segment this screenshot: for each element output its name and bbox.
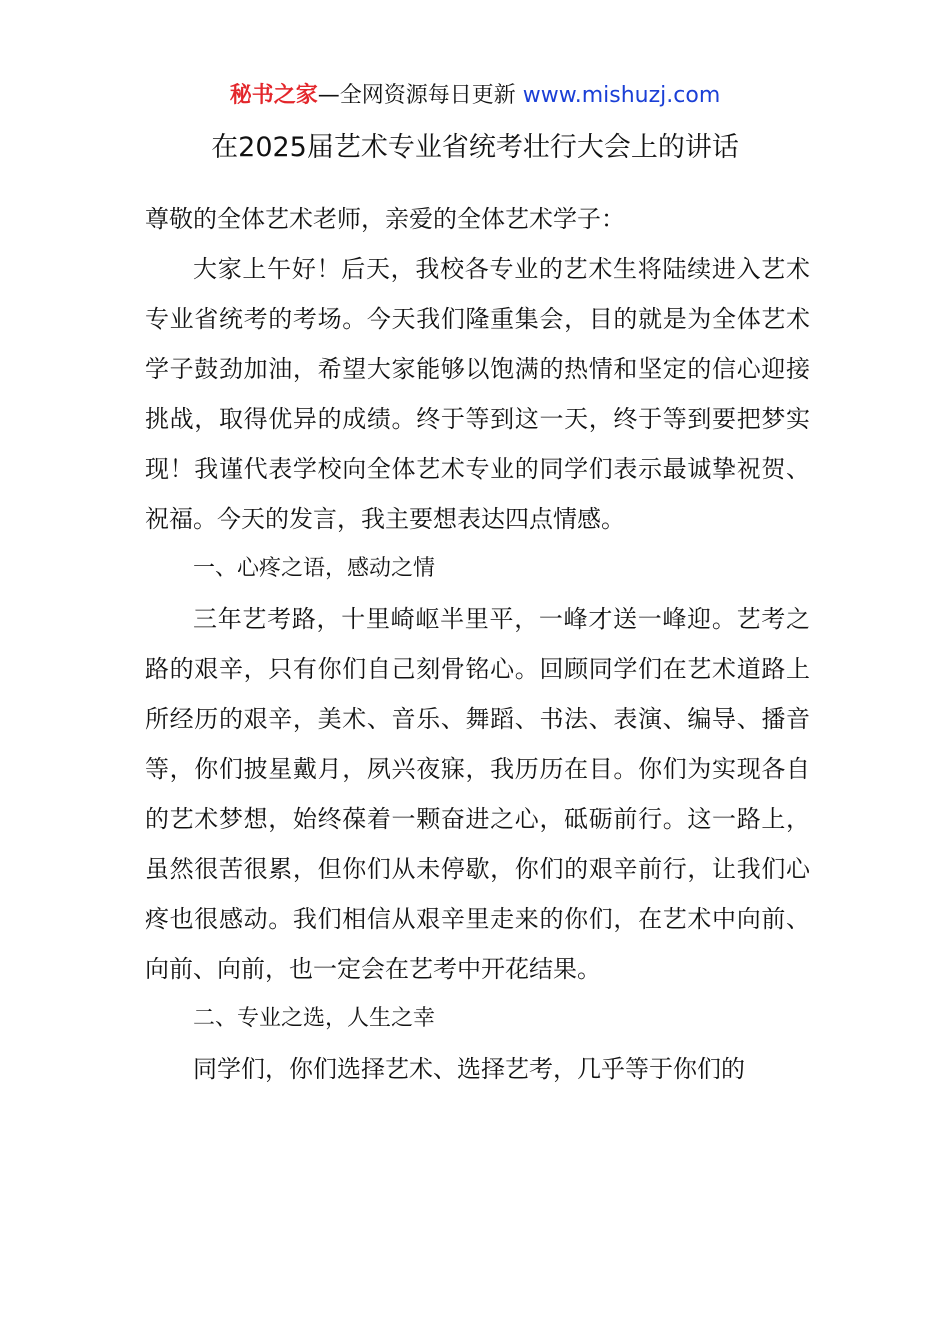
document-body: [145, 194, 810, 1094]
salutation: 尊敬的全体艺术老师，亲爱的全体艺术学子：: [145, 205, 625, 233]
paragraph: 同学们，你们选择艺术、选择艺考，几乎等于你们的: [193, 1055, 745, 1083]
section-heading: 一、心疼之语，感动之情: [193, 556, 436, 581]
document-title: 在2025届艺术专业省统考壮行大会上的讲话: [211, 132, 739, 163]
site-brand: 秘书之家: [229, 83, 318, 108]
site-header: [0, 80, 950, 112]
site-tagline: —全网资源每日更新: [317, 83, 516, 108]
section-heading: 二、专业之选，人生之幸: [193, 1006, 436, 1031]
site-url-link[interactable]: www.mishuzj.com: [522, 83, 721, 108]
paragraph: 大家上午好！后天，我校各专业的艺术生将陆续进入艺术专业省统考的考场。今天我们隆重集会，目的就是为全体艺术学子鼓劲加油，希望大家能够以饱满的热情和坚定的信心迎接挑战，取得优异的成绩。终于等到这一天，终于等到要把梦实现！我谨代表学校向全体艺术专业的同学们表示最诚挚祝贺、祝福。今天的发言，我主要想表达四点情感。: [145, 255, 810, 533]
paragraph: 三年艺考路，十里崎岖半里平，一峰才送一峰迎。艺考之路的艰辛，只有你们自己刻骨铭心。回顾同学们在艺术道路上所经历的艰辛，美术、音乐、舞蹈、书法、表演、编导、播音等，你们披星戴月，夙兴夜寐，我历历在目。你们为实现各自的艺术梦想，始终葆着一颗奋进之心，砥砺前行。这一路上，虽然很苦很累，但你们从未停歇，你们的艰辛前行，让我们心疼也很感动。我们相信从艰辛里走来的你们，在艺术中向前、向前、向前，也一定会在艺考中开花结果。: [145, 605, 810, 983]
